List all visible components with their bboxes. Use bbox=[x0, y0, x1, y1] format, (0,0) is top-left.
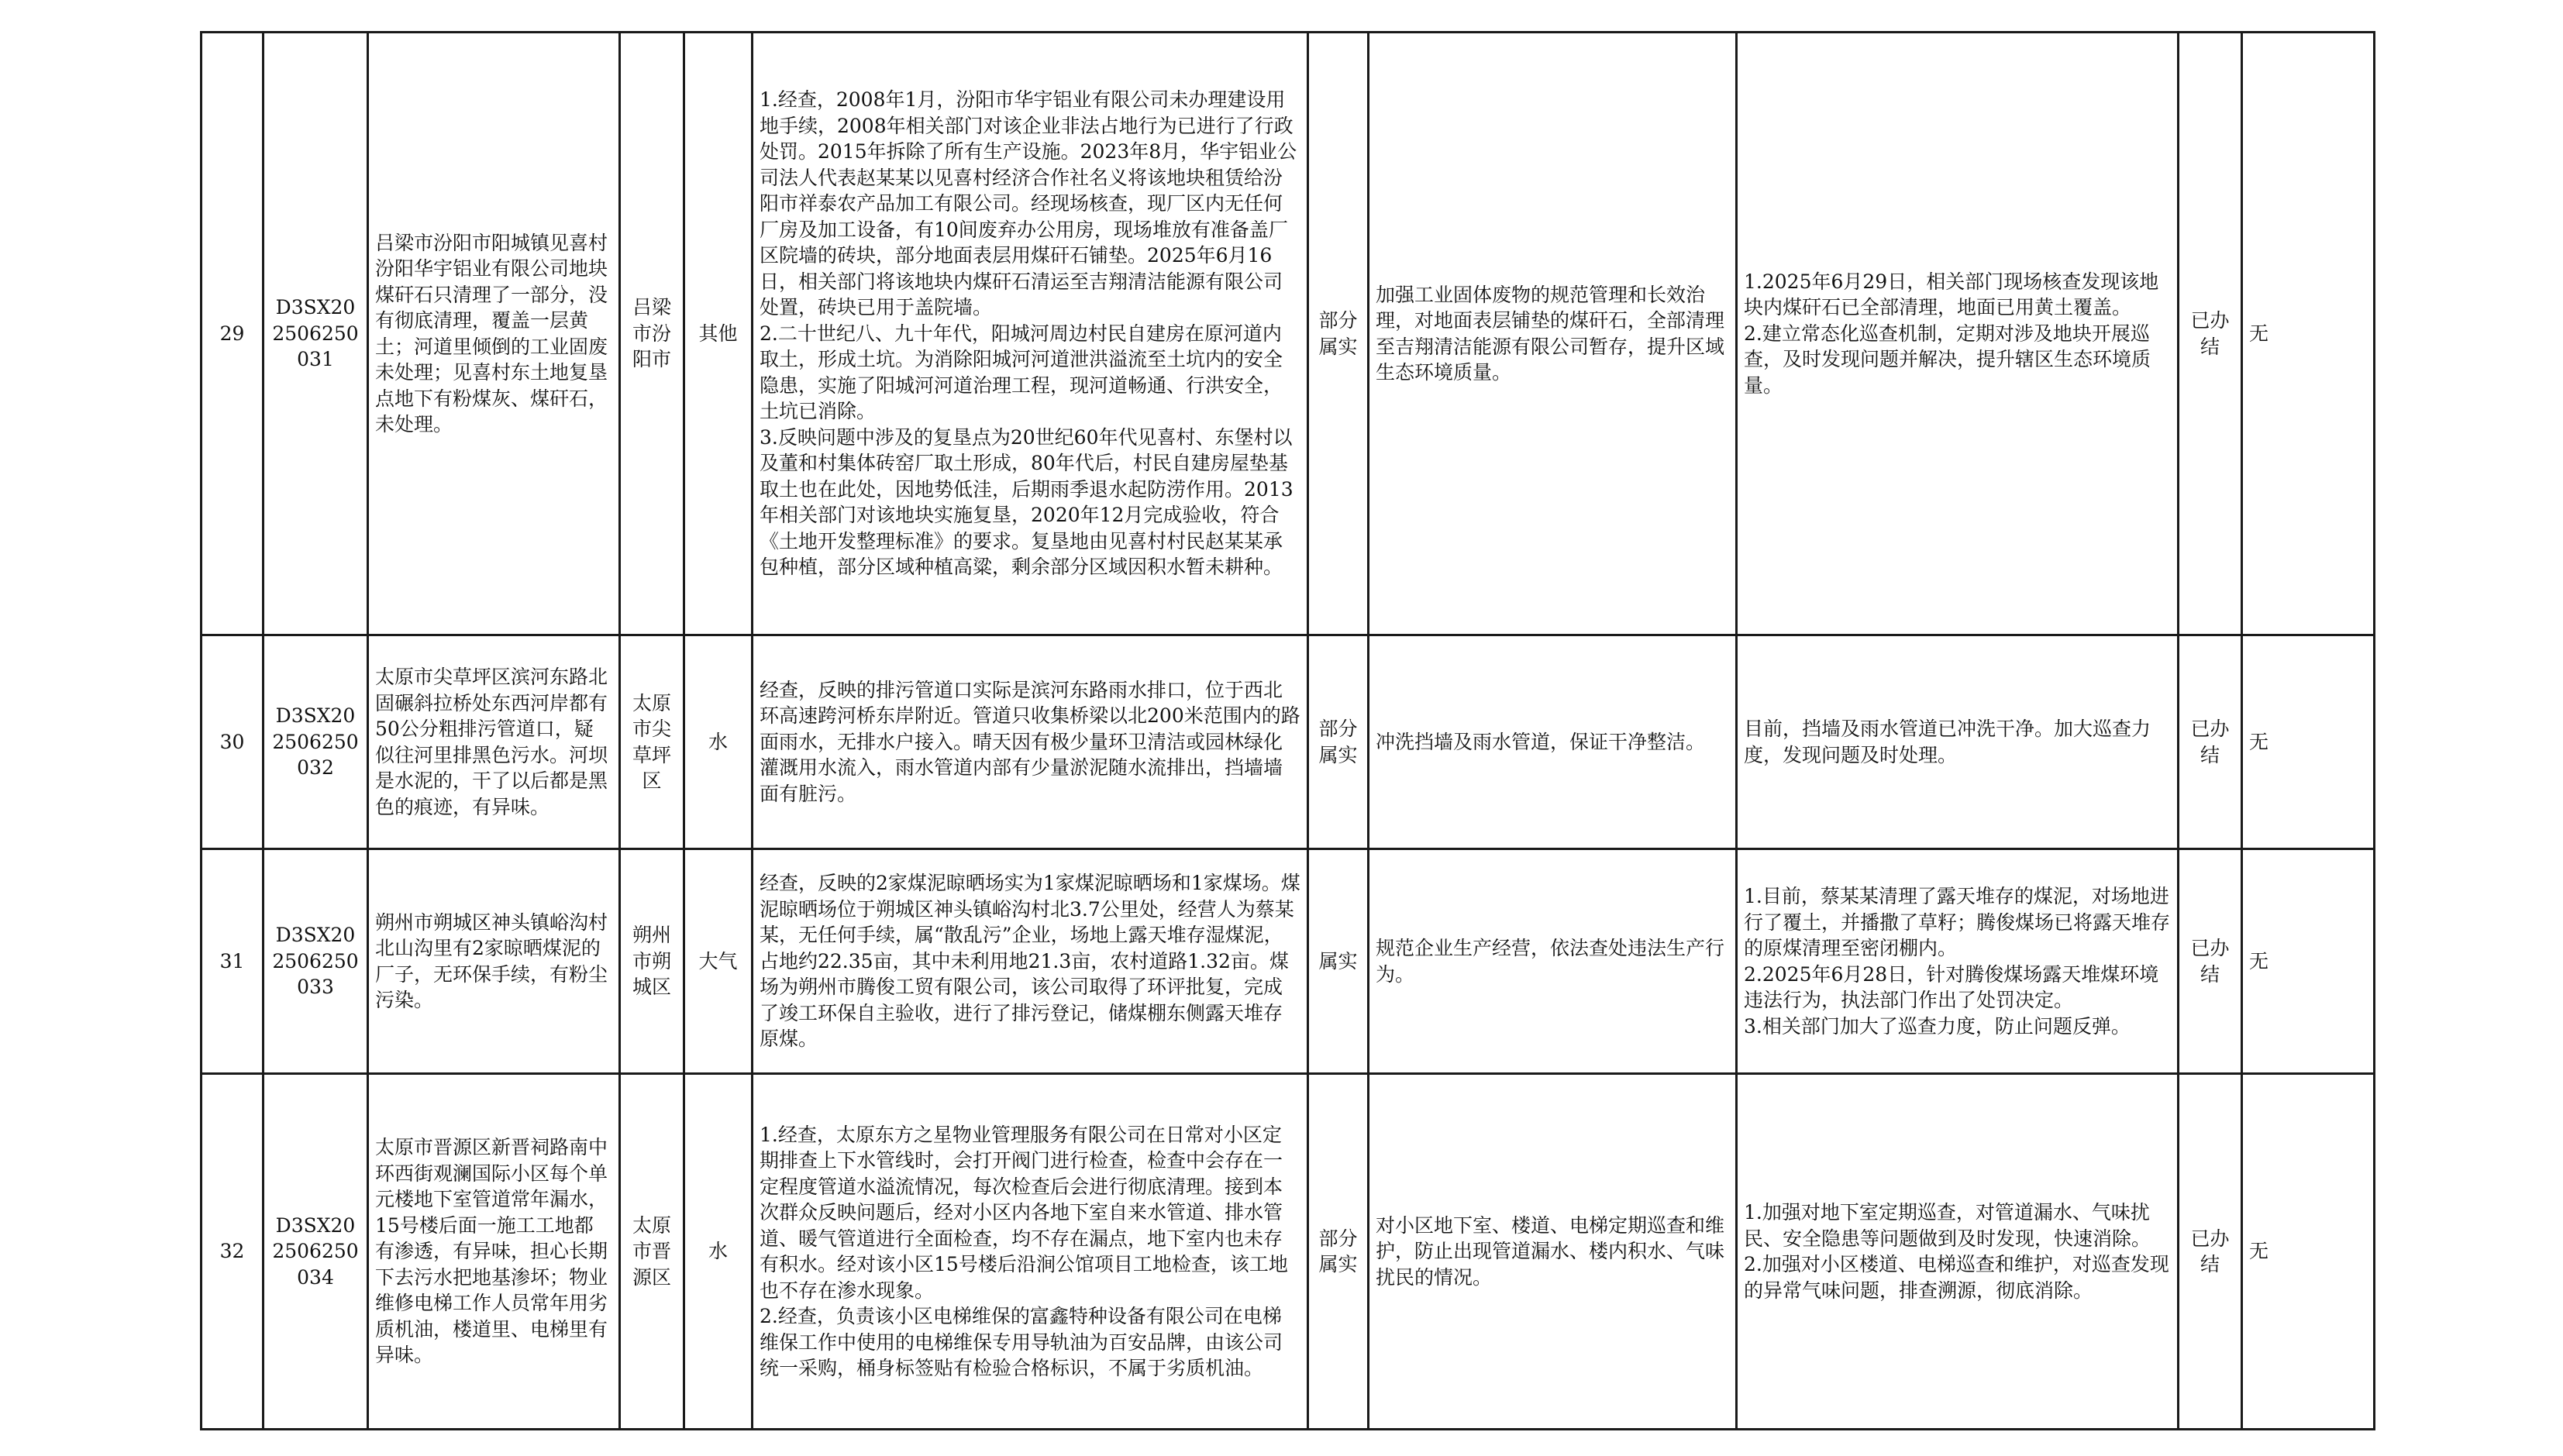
region: 太原市尖草坪区 bbox=[620, 635, 684, 849]
case-code: D3SX202506250031 bbox=[264, 33, 368, 635]
case-status: 已办结 bbox=[2179, 849, 2242, 1074]
accountability: 无 bbox=[2242, 635, 2375, 849]
region: 朔州市朔城区 bbox=[620, 849, 684, 1074]
case-code: D3SX202506250032 bbox=[264, 635, 368, 849]
verdict: 部分属实 bbox=[1308, 33, 1369, 635]
table-row bbox=[202, 1074, 2375, 1430]
investigation-finding: 经查，反映的2家煤泥晾晒场实为1家煤泥晾晒场和1家煤场。煤泥晾晒场位于朔城区神头镇峪沟村北3.7公里处，经营人为蔡某某，无任何手续，属“散乱污”企业，场地上露天堆存湿煤泥，占地约22.35亩，其中未利用地21.3亩，农村道路1.32亩。煤场为朔州市腾俊工贸有限公司，该公司取得了环评批复，完成了竣工环保自主验收，进行了排污登记，储煤棚东侧露天堆存原煤。 bbox=[753, 849, 1308, 1074]
accountability: 无 bbox=[2242, 1074, 2375, 1430]
rectification-measures: 对小区地下室、楼道、电梯定期巡查和维护，防止出现管道漏水、楼内积水、气味扰民的情况。 bbox=[1369, 1074, 1737, 1430]
case-table bbox=[200, 31, 2375, 1430]
rectification-measures: 规范企业生产经营，依法查处违法生产行为。 bbox=[1369, 849, 1737, 1074]
table-row bbox=[202, 849, 2375, 1074]
rectification-measures: 加强工业固体废物的规范管理和长效治理，对地面表层铺垫的煤矸石，全部清理至吉翔清洁能源有限公司暂存，提升区域生态环境质量。 bbox=[1369, 33, 1737, 635]
row-number: 32 bbox=[202, 1074, 264, 1430]
pollution-type: 大气 bbox=[684, 849, 753, 1074]
reported-issue: 太原市晋源区新晋祠路南中环西街观澜国际小区每个单元楼地下室管道常年漏水，15号楼后面一施工工地都有渗透，有异味，担心长期下去污水把地基渗坏；物业维修电梯工作人员常年用劣质机油，楼道里、电梯里有异味。 bbox=[368, 1074, 620, 1430]
case-code: D3SX202506250033 bbox=[264, 849, 368, 1074]
verdict: 属实 bbox=[1308, 849, 1369, 1074]
investigation-finding: 1.经查，太原东方之星物业管理服务有限公司在日常对小区定期排查上下水管线时，会打开阀门进行检查，检查中会存在一定程度管道水溢流情况，每次检查后会进行彻底清理。接到本次群众反映问题后，经对小区内各地下室自来水管道、排水管道、暖气管道进行全面检查，均不存在漏点，地下室内也未存有积水。经对该小区15号楼后沿涧公馆项目工地检查，该工地也不存在渗水现象。 2.经查，负责该小区电梯维保的富鑫特种设备有限公司在电梯维保工作中使用的电梯维保专用导轨油为百安品牌，由该公司统一采购，桶身标签贴有检验合格标识，不属于劣质机油。 bbox=[753, 1074, 1308, 1430]
case-status: 已办结 bbox=[2179, 1074, 2242, 1430]
pollution-type: 水 bbox=[684, 1074, 753, 1430]
verdict: 部分属实 bbox=[1308, 635, 1369, 849]
row-number: 31 bbox=[202, 849, 264, 1074]
investigation-finding: 经查，反映的排污管道口实际是滨河东路雨水排口，位于西北环高速跨河桥东岸附近。管道只收集桥梁以北200米范围内的路面雨水，无排水户接入。晴天因有极少量环卫清洁或园林绿化灌溉用水流入，雨水管道内部有少量淤泥随水流排出，挡墙墙面有脏污。 bbox=[753, 635, 1308, 849]
region: 太原市晋源区 bbox=[620, 1074, 684, 1430]
table-row bbox=[202, 33, 2375, 635]
reported-issue: 太原市尖草坪区滨河东路北固碾斜拉桥处东西河岸都有50公分粗排污管道口，疑似往河里排黑色污水。河坝是水泥的，干了以后都是黑色的痕迹，有异味。 bbox=[368, 635, 620, 849]
case-status: 已办结 bbox=[2179, 33, 2242, 635]
accountability: 无 bbox=[2242, 33, 2375, 635]
row-number: 29 bbox=[202, 33, 264, 635]
pollution-type: 水 bbox=[684, 635, 753, 849]
table-row bbox=[202, 635, 2375, 849]
region: 吕梁市汾阳市 bbox=[620, 33, 684, 635]
row-number: 30 bbox=[202, 635, 264, 849]
rectification-progress: 1.加强对地下室定期巡查，对管道漏水、气味扰民、安全隐患等问题做到及时发现，快速消除。 2.加强对小区楼道、电梯巡查和维护，对巡查发现的异常气味问题，排查溯源，彻底消除。 bbox=[1737, 1074, 2179, 1430]
pollution-type: 其他 bbox=[684, 33, 753, 635]
rectification-progress: 1.目前，蔡某某清理了露天堆存的煤泥，对场地进行了覆土，并播撒了草籽；腾俊煤场已将露天堆存的原煤清理至密闭棚内。 2.2025年6月28日，针对腾俊煤场露天堆煤环境违法行为，执法部门作出了处罚决定。 3.相关部门加大了巡查力度，防止问题反弹。 bbox=[1737, 849, 2179, 1074]
reported-issue: 朔州市朔城区神头镇峪沟村北山沟里有2家晾晒煤泥的厂子，无环保手续，有粉尘污染。 bbox=[368, 849, 620, 1074]
rectification-measures: 冲洗挡墙及雨水管道，保证干净整洁。 bbox=[1369, 635, 1737, 849]
rectification-progress: 1.2025年6月29日，相关部门现场核查发现该地块内煤矸石已全部清理，地面已用黄土覆盖。 2.建立常态化巡查机制，定期对涉及地块开展巡查，及时发现问题并解决，提升辖区生态环境质量。 bbox=[1737, 33, 2179, 635]
investigation-finding: 1.经查，2008年1月，汾阳市华宇铝业有限公司未办理建设用地手续，2008年相关部门对该企业非法占地行为已进行了行政处罚。2015年拆除了所有生产设施。2023年8月，华宇铝业公司法人代表赵某某以见喜村经济合作社名义将该地块租赁给汾阳市祥泰农产品加工有限公司。经现场核查，现厂区内无任何厂房及加工设备，有10间废弃办公用房，现场堆放有准备盖厂区院墙的砖块，部分地面表层用煤矸石铺垫。2025年6月16日，相关部门将该地块内煤矸石清运至吉翔清洁能源有限公司处置，砖块已用于盖院墙。 2.二十世纪八、九十年代，阳城河周边村民自建房在原河道内取土，形成土坑。为消除阳城河河道泄洪溢流至土坑内的安全隐患，实施了阳城河河道治理工程，现河道畅通、行洪安全，土坑已消除。 3.反映问题中涉及的复垦点为20世纪60年代见喜村、东堡村以及董和村集体砖窑厂取土形成，80年代后，村民自建房屋垫基取土也在此处，因地势低洼，后期雨季退水起防涝作用。2013年相关部门对该地块实施复垦，2020年12月完成验收，符合《土地开发整理标准》的要求。复垦地由见喜村村民赵某某承包种植，部分区域种植高粱，剩余部分区域因积水暂未耕种。 bbox=[753, 33, 1308, 635]
case-code: D3SX202506250034 bbox=[264, 1074, 368, 1430]
rectification-progress: 目前，挡墙及雨水管道已冲洗干净。加大巡查力度，发现问题及时处理。 bbox=[1737, 635, 2179, 849]
accountability: 无 bbox=[2242, 849, 2375, 1074]
verdict: 部分属实 bbox=[1308, 1074, 1369, 1430]
case-status: 已办结 bbox=[2179, 635, 2242, 849]
reported-issue: 吕梁市汾阳市阳城镇见喜村汾阳华宇铝业有限公司地块煤矸石只清理了一部分，没有彻底清理，覆盖一层黄土；河道里倾倒的工业固废未处理；见喜村东土地复垦点地下有粉煤灰、煤矸石，未处理。 bbox=[368, 33, 620, 635]
